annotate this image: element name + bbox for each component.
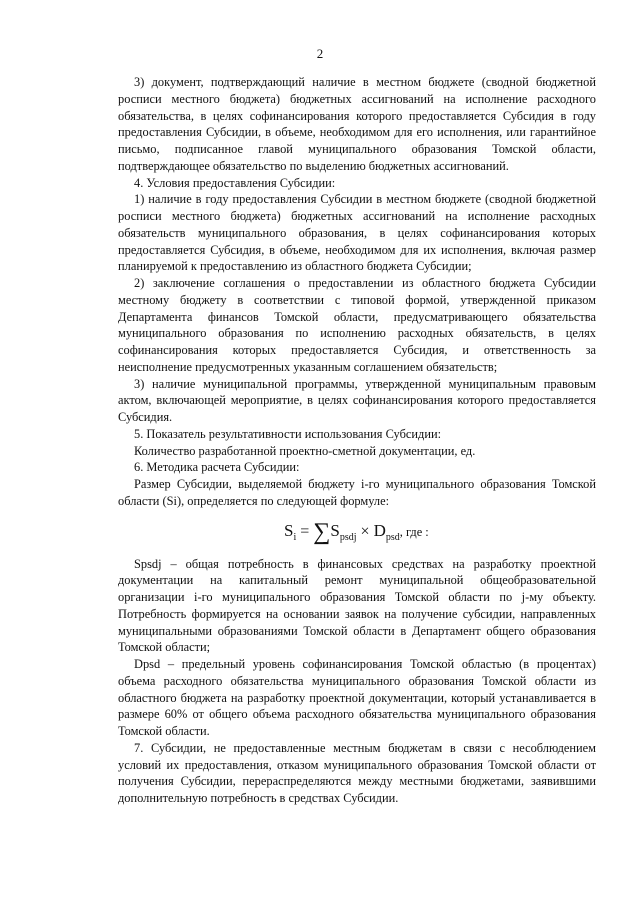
- paragraph: 1) наличие в году предоставления Субсидии в местном бюджете (сводной бюджетной росписи местного бюджета) бюджетных ассигнований на исполнение расходных обязательств муниципального образования, в целях софинансирования которых предоставляется Субсидия, в объеме, необходимом для их исполнения, включая размер планируемой к предоставлению из областного бюджета Субсидии;: [118, 192, 596, 274]
- formula-times: ×: [360, 522, 370, 540]
- formula-term1: S: [330, 520, 340, 540]
- paragraph: Dpsd – предельный уровень софинансирования Томской областью (в процентах) объема расходного обязательства муниципального образования Томской области из областного бюджета на разработку проектной документации, который устанавливается в размере 60% от общего объема расходного обязательства муниципального образования Томской области.: [118, 657, 596, 738]
- formula-term1-sub: psdj: [339, 531, 357, 543]
- paragraph: Spsdj – общая потребность в финансовых средствах на разработку проектной документации на капитальный ремонт муниципальной общеобразовательной организации i-го муниципального образования Томской области по j-му объекту. Потребность формируется на основании заявок на получение субсидии, направленных муниципальными образованиями Томской области в Департамент общего образования Томской области;: [118, 556, 596, 655]
- paragraph: 7. Субсидии, не предоставленные местным бюджетам в связи с несоблюдением условий их предоставления, отказом муниципального образования Томской области от получения Субсидии, перераспределяются между местными бюджетами, заявившими дополнительную потребность в средствах Субсидии.: [118, 740, 596, 805]
- page-number: 2: [316, 46, 324, 61]
- formula-block: [118, 510, 596, 556]
- formula-suffix: , где :: [399, 524, 429, 539]
- paragraphs-before-formula: [118, 74, 596, 510]
- paragraph: Количество разработанной проектно-сметной документации, ед.: [134, 443, 476, 458]
- formula-lhs: S: [284, 520, 294, 540]
- formula-term2-sub: psd: [385, 531, 400, 543]
- paragraph: 5. Показатель результативности использования Субсидии:: [134, 426, 442, 441]
- subsidy-formula: [284, 518, 429, 548]
- paragraph: 4. Условия предоставления Субсидии:: [134, 175, 336, 190]
- formula-equals: =: [300, 522, 310, 540]
- paragraph: 3) наличие муниципальной программы, утвержденной муниципальным правовым актом, включающей мероприятие, в целях софинансирования которого предоставляется Субсидия.: [118, 376, 596, 424]
- paragraphs-after-formula: [118, 556, 596, 807]
- formula-term2: D: [373, 520, 386, 540]
- paragraph: 3) документ, подтверждающий наличие в местном бюджете (сводной бюджетной росписи местного бюджета) бюджетных ассигнований на исполнение расходного обязательства, в целях софинансирования которого предоставляется Субсидия в году предоставления Субсидии, в объеме, необходимом для его исполнения, или гарантийное письмо, подписанное главой муниципального образования Томской области, подтверждающее обязательство по выделению бюджетных ассигнований.: [118, 75, 596, 173]
- paragraph: 6. Методика расчета Субсидии:: [134, 460, 300, 475]
- paragraph: Размер Субсидии, выделяемой бюджету i-го муниципального образования Томской области (Si), определяется по следующей формуле:: [118, 477, 596, 508]
- document-body: [118, 74, 596, 807]
- formula-lhs-sub: i: [293, 531, 297, 543]
- paragraph: 2) заключение соглашения о предоставлении из областного бюджета Субсидии местному бюджету в соответствии с типовой формой, утвержденной приказом Департамента финансов Томской области, предусматривающего обязательства муниципального образования по исполнению расходных обязательств, в целях софинансирования которых предоставляется Субсидия, и ответственность за неисполнение предусмотренных указанным соглашением обязательств;: [118, 276, 596, 374]
- formula-sum-sign: ∑: [313, 518, 331, 545]
